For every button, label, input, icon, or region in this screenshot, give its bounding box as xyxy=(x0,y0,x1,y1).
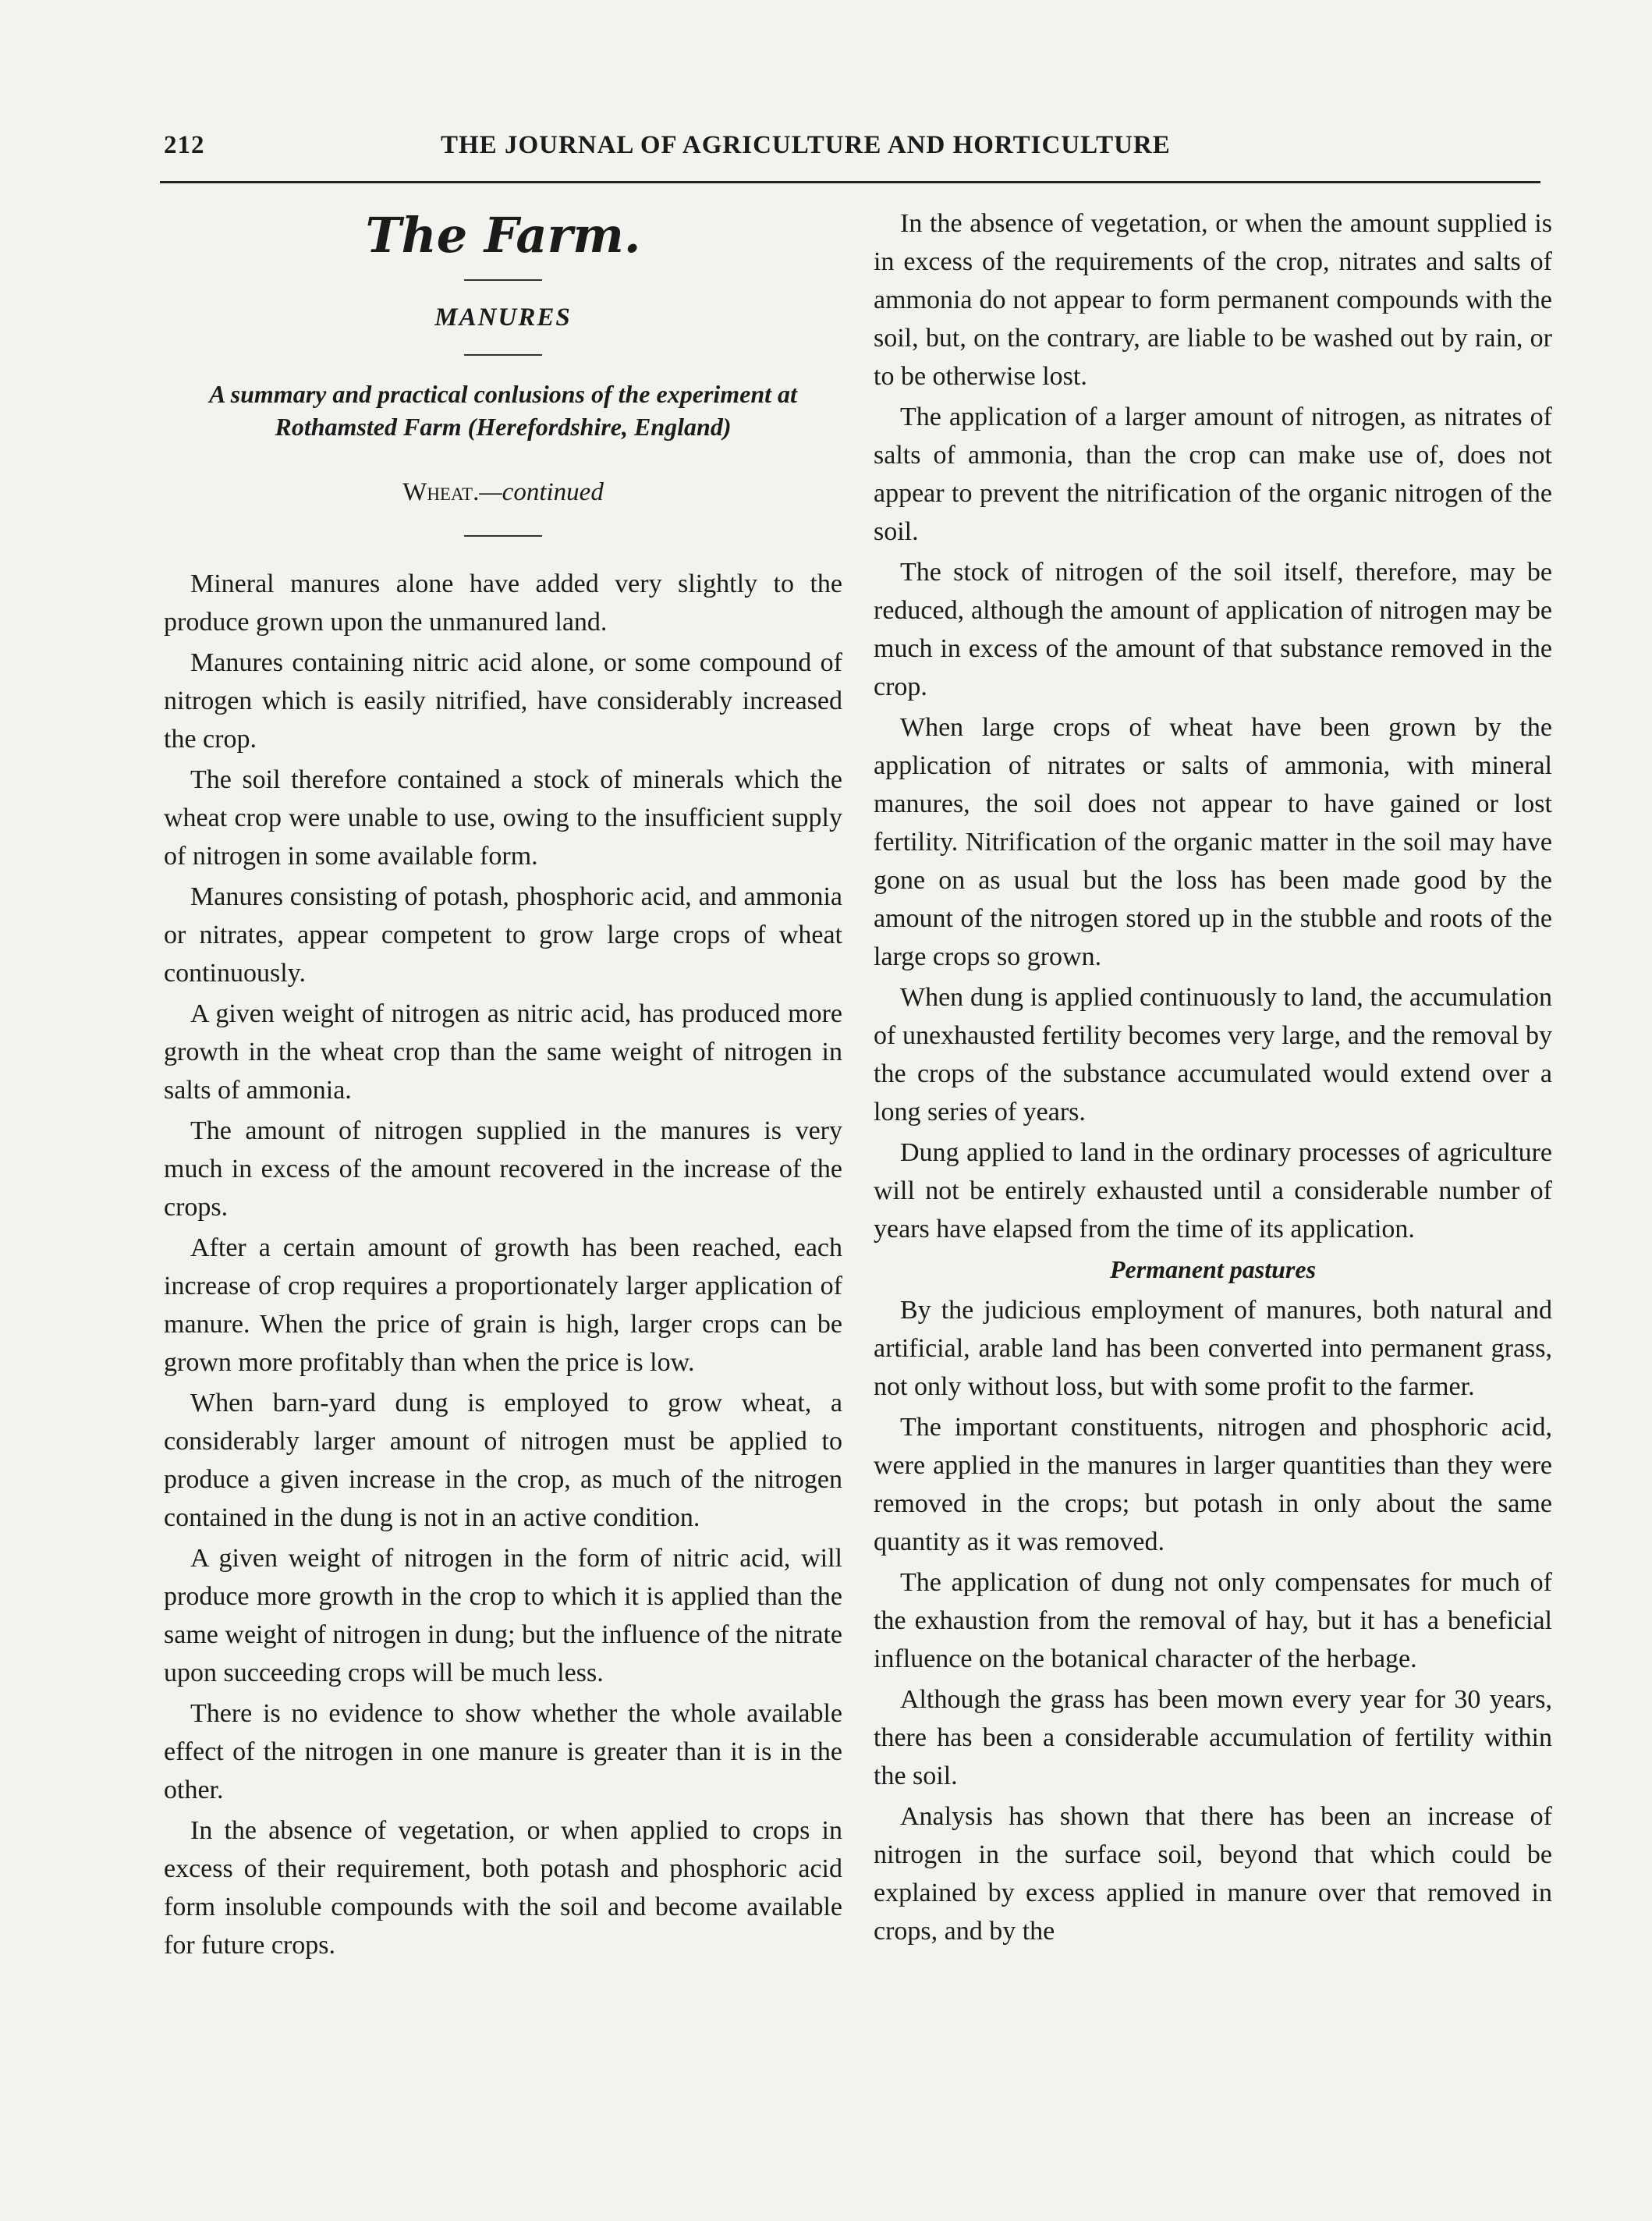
article-subtitle: A summary and practical conlusions of the experiment at Rothamsted Farm (Herefordshire, England) xyxy=(209,380,797,441)
paragraph: Mineral manures alone have added very slightly to the produce grown upon the unmanured land. xyxy=(164,569,842,637)
subsection-label: Wheat. xyxy=(402,478,480,506)
page-number: 212 xyxy=(164,131,205,159)
header-rule xyxy=(160,181,1540,183)
paragraph: Dung applied to land in the ordinary processes of agriculture will not be entirely exhausted until a considerable number of years have elapsed from the time of its application. xyxy=(874,1138,1552,1244)
paragraph: When large crops of wheat have been grown by the application of nitrates or salts of ammonia, with mineral manures, the soil does not appear to have gained or lost fertility. Nitrification of the organic matter in the soil may have gone on as usual but the loss has been made good by the amount of the nitrogen stored up in the stubble and roots of the large crops so grown. xyxy=(874,713,1552,971)
paragraph: The important constituents, nitrogen and phosphoric acid, were applied in the manures in larger quantities than they were removed in the crops; but potash in only about the same quantity as it was removed. xyxy=(874,1413,1552,1556)
paragraph: Manures containing nitric acid alone, or some compound of nitrogen which is easily nitrified, have considerably increased the crop. xyxy=(164,648,842,754)
paragraph: A given weight of nitrogen as nitric acid, has produced more growth in the wheat crop than the same weight of nitrogen in salts of ammonia. xyxy=(164,999,842,1105)
journal-title: THE JOURNAL OF AGRICULTURE AND HORTICULTURE xyxy=(441,131,1171,159)
paragraph: After a certain amount of growth has been reached, each increase of crop requires a proportionately larger application of manure. When the price of grain is high, larger crops can be grown more profitably than when the price is low. xyxy=(164,1233,842,1377)
paragraph: By the judicious employment of manures, both natural and artificial, arable land has been converted into permanent grass, not only without loss, but with some profit to the farmer. xyxy=(874,1296,1552,1401)
left-column xyxy=(164,204,842,1967)
paragraph: The amount of nitrogen supplied in the manures is very much in excess of the amount recovered in the increase of the crops. xyxy=(164,1116,842,1222)
paragraph: When barn-yard dung is employed to grow wheat, a considerably larger amount of nitrogen must be applied to produce a given increase in the crop, as much of the nitrogen contained in the dung is not in an active condition. xyxy=(164,1389,842,1532)
paragraph: There is no evidence to show whether the whole available effect of the nitrogen in one manure is greater than it is in the other. xyxy=(164,1699,842,1804)
article-rule xyxy=(464,354,542,356)
paragraph: In the absence of vegetation, or when applied to crops in excess of their requirement, both potash and phosphoric acid form insoluble compounds with the soil and become available for future crops. xyxy=(164,1816,842,1960)
paragraph: The stock of nitrogen of the soil itself, therefore, may be reduced, although the amount of application of nitrogen may be much in excess of the amount of that substance removed in the crop. xyxy=(874,558,1552,701)
subsection-heading xyxy=(164,473,842,512)
running-head xyxy=(164,131,1529,178)
section-title: The Farm. xyxy=(365,207,641,264)
title-rule xyxy=(464,279,542,281)
paragraph: The application of dung not only compensates for much of the exhaustion from the removal of hay, but it has a beneficial influence on the botanical character of the herbage. xyxy=(874,1568,1552,1673)
article-title: MANURES xyxy=(434,303,572,332)
paragraph: In the absence of vegetation, or when the amount supplied is in excess of the requirements of the crop, nitrates and salts of ammonia do not appear to form permanent compounds with the soil, but, on the contrary, are liable to be washed out by rain, or to be otherwise lost. xyxy=(874,209,1552,391)
paragraph: Manures consisting of potash, phosphoric acid, and ammonia or nitrates, appear competent to grow large crops of wheat continuously. xyxy=(164,882,842,988)
left-paragraphs xyxy=(164,565,842,1964)
paragraph: A given weight of nitrogen in the form of nitric acid, will produce more growth in the crop to which it is applied than the same weight of nitrogen in dung; but the influence of the nitrate upon succeeding crops will be much less. xyxy=(164,1544,842,1687)
subsection-continued: —continued xyxy=(479,478,604,506)
paragraph: The application of a larger amount of nitrogen, as nitrates of salts of ammonia, than the crop can make use of, does not appear to prevent the nitrification of the organic nitrogen of the soil. xyxy=(874,403,1552,546)
paragraph: When dung is applied continuously to land, the accumulation of unexhausted fertility becomes very large, and the removal by the crops of the substance accumulated would extend over a long series of years. xyxy=(874,983,1552,1126)
paragraph: Analysis has shown that there has been an increase of nitrogen in the surface soil, beyond that which could be explained by excess applied in manure over that removed in crops, and by the xyxy=(874,1802,1552,1946)
permanent-pastures-heading: Permanent pastures xyxy=(1109,1255,1317,1283)
paragraph: The soil therefore contained a stock of minerals which the wheat crop were unable to use, owing to the insufficient supply of nitrogen in some available form. xyxy=(164,765,842,871)
paragraph: Although the grass has been mown every year for 30 years, there has been a considerable accumulation of fertility within the soil. xyxy=(874,1685,1552,1790)
right-column xyxy=(874,204,1552,1953)
